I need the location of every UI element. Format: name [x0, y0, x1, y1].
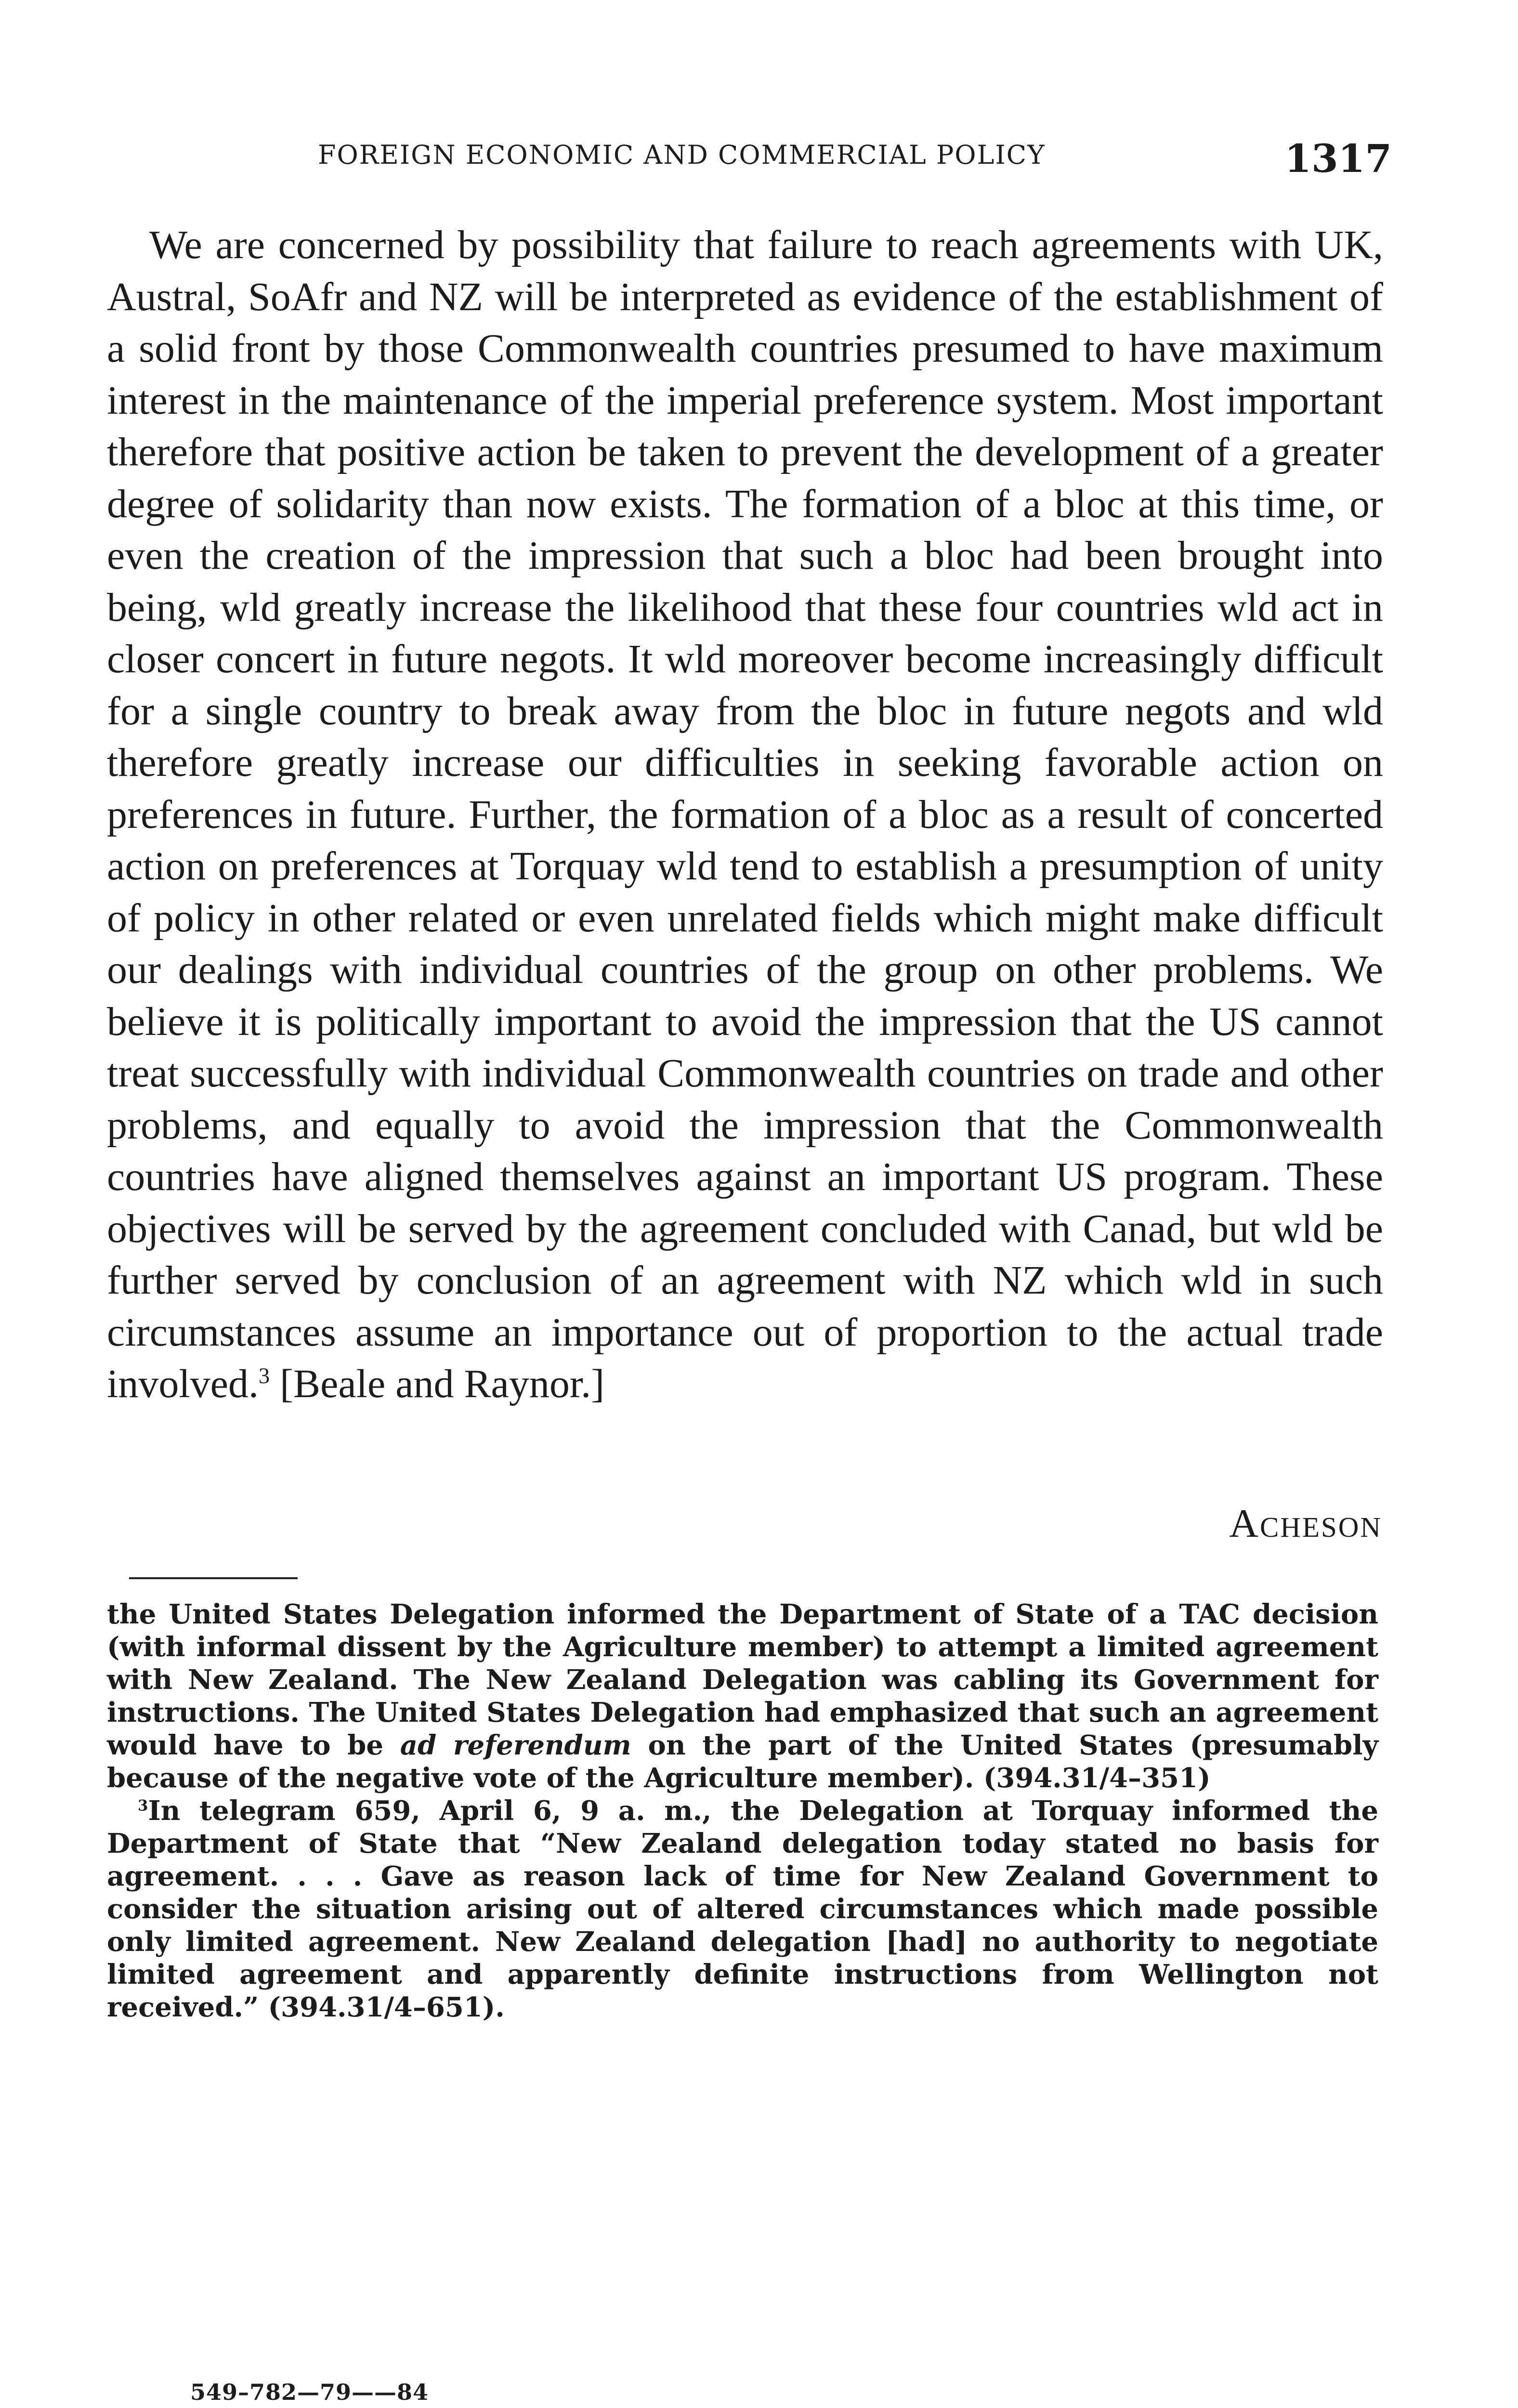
body-paragraph-tail: [Beale and Raynor.] — [270, 1361, 605, 1406]
footnote-continued-tail: on the part of the United States (presumably because of the negative vote of the Agriculture member). (394.31/4–351) — [107, 1729, 1379, 1794]
footnotes — [107, 1598, 1378, 2024]
footnote-continued — [107, 1598, 1378, 1794]
footnote-italic-term: ad referendum — [400, 1729, 631, 1761]
body-paragraph-text: We are concerned by possibility that failure to reach agreements with UK, Austral, SoAfr and NZ will be interpreted as evidence of the establishment of a solid front by those Commonwealth countries presumed to have maximum interest in the maintenance of the imperial preference system. Most important therefore that positive action be taken to prevent the development of a greater degree of solidarity than now exists. The formation of a bloc at this time, or even the creation of the impression that such a bloc had been brought into being, wld greatly increase the likelihood that these four countries wld act in closer concert in future negots. It wld moreover become increasingly difficult for a single country to break away from the bloc in future negots and wld therefore greatly increase our difficulties in seeking favorable action on preferences in future. Further, the formation of a bloc as a result of concerted action on preferences at Torquay wld tend to establish a presumption of unity of policy in other related or even unrelated fields which might make difficult our dealings with individual countries of the group on other problems. We believe it is politically important to avoid the impression that the US cannot treat successfully with individual Commonwealth countries on trade and other problems, and equally to avoid the impression that the Commonwealth countries have aligned themselves against an important US program. These objectives will be served by the agreement concluded with Canad, but wld be further served by conclusion of an agreement with NZ which wld in such circumstances assume an importance out of proportion to the actual trade involved. — [107, 222, 1383, 1406]
telegram-body-paragraph — [107, 219, 1383, 1410]
footnote-3-marker: 3 — [138, 1797, 148, 1815]
footnote-3 — [107, 1794, 1378, 2024]
footnote-continued-text: the United States Delegation informed the Department of State of a TAC decision (with informal dissent by the Agriculture member) to attempt a limited agreement with New Zealand. The New Zealand Delegation was cabling its Government for instructions. The United States Delegation had emphasized that such an agreement would have to be — [107, 1598, 1378, 1761]
print-code: 549–782—79——84 — [190, 2379, 429, 2405]
footnote-reference-3: 3 — [258, 1363, 270, 1388]
footnote-3-text: In telegram 659, April 6, 9 a. m., the Delegation at Torquay informed the Department of State that “New Zealand delegation today stated no basis for agreement. . . . Gave as reason lack of time for New Zealand Government to consider the situation arising out of altered circumstances which made possible only limited agreement. New Zealand delegation [had] no authority to negotiate limited agreement and apparently definite instructions from Wellington not received.” (394.31/4–651). — [107, 1795, 1378, 2023]
running-head: FOREIGN ECONOMIC AND COMMERCIAL POLICY — [318, 140, 1046, 170]
footnote-divider — [129, 1577, 298, 1579]
page-number: 1317 — [1284, 136, 1392, 181]
signature-acheson: Acheson — [1229, 1501, 1382, 1546]
